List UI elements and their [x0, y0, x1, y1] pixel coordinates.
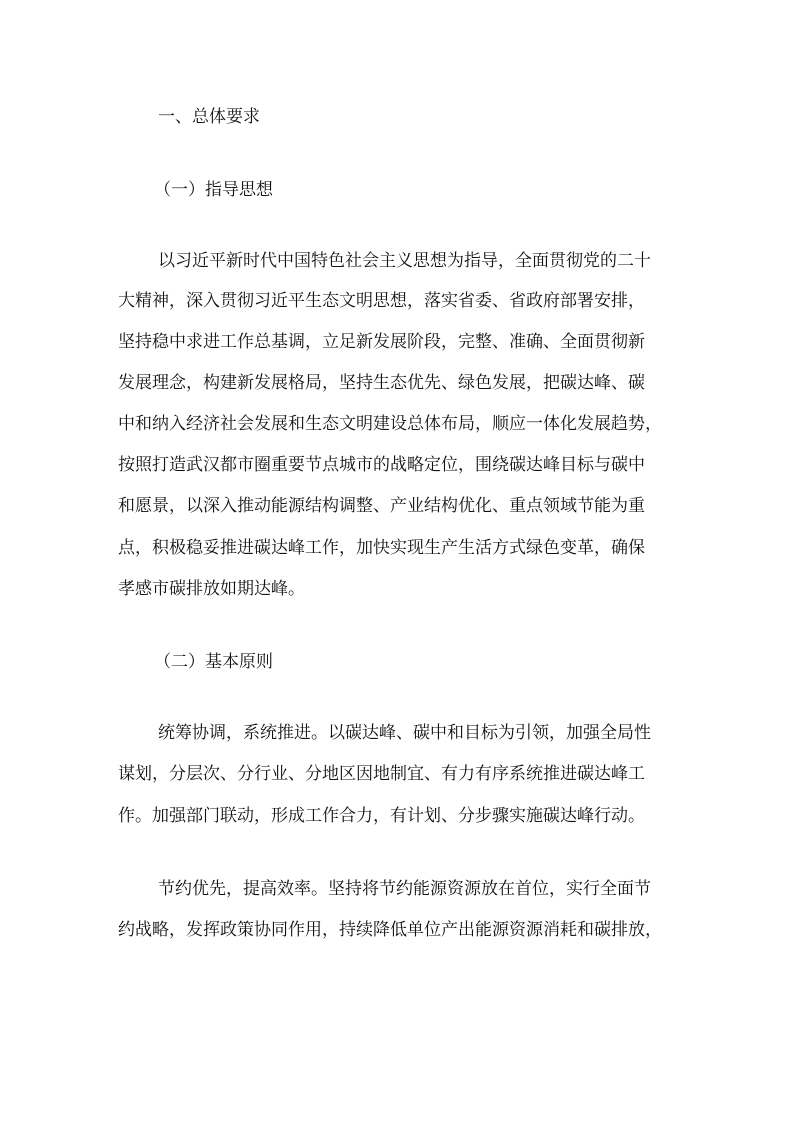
paragraph-line: 孝感市碳排放如期达峰。 [118, 579, 305, 599]
paragraph-line: 节约优先，提高效率。坚持将节约能源资源放在首位，实行全面节 [158, 879, 651, 899]
section-heading: 一、总体要求 [158, 107, 260, 127]
paragraph-line: 发展理念，构建新发展格局，坚持生态优先、绿色发展，把碳达峰、碳 [118, 373, 645, 393]
subsection-heading-guiding-ideology: （一）指导思想 [154, 180, 273, 200]
paragraph-line: 和愿景，以深入推动能源结构调整、产业结构优化、重点领域节能为重 [118, 496, 645, 516]
paragraph-line: 统筹协调，系统推进。以碳达峰、碳中和目标为引领，加强全局性 [158, 723, 651, 743]
paragraph-line: 按照打造武汉都市圈重要节点城市的战略定位，围绕碳达峰目标与碳中 [118, 455, 645, 475]
paragraph-line: 坚持稳中求进工作总基调，立足新发展阶段，完整、准确、全面贯彻新 [118, 332, 645, 352]
paragraph-line: 作。加强部门联动，形成工作合力，有计划、分步骤实施碳达峰行动。 [118, 806, 645, 826]
paragraph-line: 中和纳入经济社会发展和生态文明建设总体布局，顺应一体化发展趋势， [118, 414, 662, 434]
paragraph-line: 点，积极稳妥推进碳达峰工作，加快实现生产生活方式绿色变革，确保 [118, 538, 645, 558]
paragraph-line: 以习近平新时代中国特色社会主义思想为指导，全面贯彻党的二十 [158, 251, 651, 271]
paragraph-line: 大精神，深入贯彻习近平生态文明思想，落实省委、省政府部署安排， [118, 291, 645, 311]
subsection-heading-basic-principles: （二）基本原则 [154, 652, 273, 672]
paragraph-line: 约战略，发挥政策协同作用，持续降低单位产出能源资源消耗和碳排放， [118, 920, 662, 940]
paragraph-line: 谋划，分层次、分行业、分地区因地制宜、有力有序系统推进碳达峰工 [118, 764, 645, 784]
